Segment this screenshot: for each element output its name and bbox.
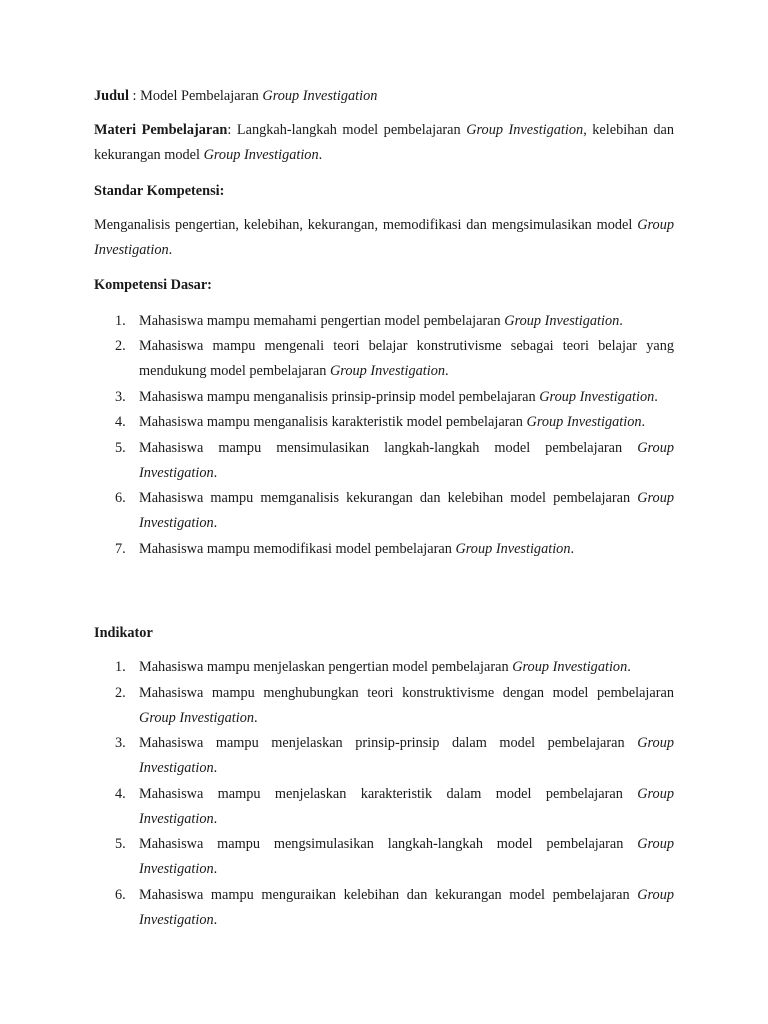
list-item-number: 7. [115, 540, 126, 557]
list-item-end: . [213, 810, 218, 827]
list-item-text: Mahasiswa mampu memganalisis kekurangan dan kelebihan model pembelajaran [139, 490, 638, 506]
list-item [94, 385, 674, 410]
list-item-number: 2. [115, 684, 126, 701]
list-item-text: Mahasiswa mampu menjelaskan pengertian model pembelajaran [139, 659, 513, 675]
list-item-end: . [213, 464, 218, 481]
list-item-text: Mahasiswa mampu mengenali teori belajar konstrutivisme sebagai teori belajar yang mendukung model pembelajaran [139, 338, 674, 379]
list-item-end: . [619, 312, 623, 329]
list-item-number: 4. [115, 785, 126, 802]
judul-label: Judul [94, 88, 129, 104]
standar-end: . [168, 242, 173, 258]
list-item-end: . [654, 388, 658, 405]
judul-separator: : [128, 88, 141, 104]
list-item [94, 436, 674, 486]
materi-em-1: Group Investigation [466, 122, 584, 138]
list-item-em: Group Investigation [512, 659, 628, 675]
list-item-end: . [445, 363, 449, 379]
list-item-end: . [627, 659, 631, 675]
list-item-end: . [213, 515, 218, 531]
materi-text-2: , kelebihan dan kekurangan model [94, 122, 675, 163]
list-item-end: . [213, 861, 218, 877]
list-item-number: 5. [115, 439, 126, 456]
indikator-list [94, 655, 674, 933]
list-item-end: . [570, 540, 575, 557]
kompetensi-heading: Kompetensi Dasar: [94, 277, 212, 293]
standar-heading: Standar Kompetensi: [94, 183, 225, 199]
list-item [94, 883, 674, 933]
list-item-number: 1. [115, 659, 126, 675]
standar-em: Group Investigation [94, 217, 674, 258]
judul-line [94, 84, 674, 109]
standar-text: Menganalisis pengertian, kelebihan, kekurangan, memodifikasi dan mengsimulasikan model [94, 217, 638, 233]
list-item-number: 6. [115, 490, 126, 506]
list-item [94, 782, 674, 832]
list-item [94, 486, 674, 536]
list-item [94, 681, 674, 731]
materi-paragraph [94, 118, 674, 168]
list-item-em: Group Investigation [504, 312, 620, 329]
list-item-text: Mahasiswa mampu menguraikan kelebihan dan kekurangan model pembelajaran [139, 886, 638, 903]
list-item-em: Group Investigation [526, 414, 642, 430]
list-item-em: Group Investigation [139, 490, 674, 531]
list-item-number: 3. [115, 735, 126, 751]
list-item-text: Mahasiswa mampu menjelaskan karakteristik dalam model pembelajaran [139, 785, 638, 802]
list-item-text: Mahasiswa mampu memahami pengertian model pembelajaran [139, 312, 505, 329]
list-item-text: Mahasiswa mampu mengsimulasikan langkah-langkah model pembelajaran [139, 836, 638, 852]
list-item-number: 6. [115, 886, 126, 903]
materi-separator: : [227, 122, 237, 138]
list-item [94, 537, 674, 562]
list-item-em: Group Investigation [139, 439, 674, 481]
list-item-end: . [641, 414, 646, 430]
standar-paragraph [94, 213, 674, 263]
list-item-em: Group Investigation [139, 735, 674, 776]
materi-em-2: Group Investigation [203, 147, 319, 163]
list-item-em: Group Investigation [539, 388, 655, 405]
kompetensi-list [94, 309, 674, 563]
list-item-text: Mahasiswa mampu mensimulasikan langkah-langkah model pembelajaran [139, 439, 638, 456]
list-item-text: Mahasiswa mampu menganalisis karakteristik model pembelajaran [139, 414, 527, 430]
list-item-number: 4. [115, 414, 126, 430]
materi-text-1: Langkah-langkah model pembelajaran [236, 122, 467, 138]
list-item [94, 334, 674, 384]
list-item-number: 5. [115, 836, 126, 852]
list-item-em: Group Investigation [139, 836, 674, 877]
list-item-number: 3. [115, 388, 126, 405]
materi-text-3: . [318, 147, 323, 163]
list-item [94, 731, 674, 781]
list-item [94, 655, 674, 680]
list-item-em: Group Investigation [455, 540, 571, 557]
indikator-heading: Indikator [94, 625, 153, 641]
judul-em: Group Investigation [262, 88, 378, 104]
list-item-em: Group Investigation [329, 363, 445, 379]
list-item [94, 309, 674, 334]
list-item-text: Mahasiswa mampu memodifikasi model pembelajaran [139, 540, 456, 557]
list-item-end: . [254, 709, 258, 726]
list-item-text: Mahasiswa mampu menjelaskan prinsip-prinsip dalam model pembelajaran [139, 735, 638, 751]
list-item-em: Group Investigation [139, 709, 255, 726]
list-item-end: . [213, 760, 218, 776]
list-item-number: 1. [115, 312, 126, 329]
list-item-end: . [213, 911, 218, 928]
list-item-text: Mahasiswa mampu menganalisis prinsip-prinsip model pembelajaran [139, 388, 540, 405]
list-item-em: Group Investigation [139, 785, 674, 827]
list-item-em: Group Investigation [139, 886, 674, 928]
judul-text: Model Pembelajaran [140, 88, 263, 104]
materi-label: Materi Pembelajaran [94, 122, 228, 138]
list-item-number: 2. [115, 338, 126, 354]
list-item [94, 832, 674, 882]
list-item-text: Mahasiswa mampu menghubungkan teori konstruktivisme dengan model pembelajaran [139, 684, 674, 701]
list-item [94, 410, 674, 435]
